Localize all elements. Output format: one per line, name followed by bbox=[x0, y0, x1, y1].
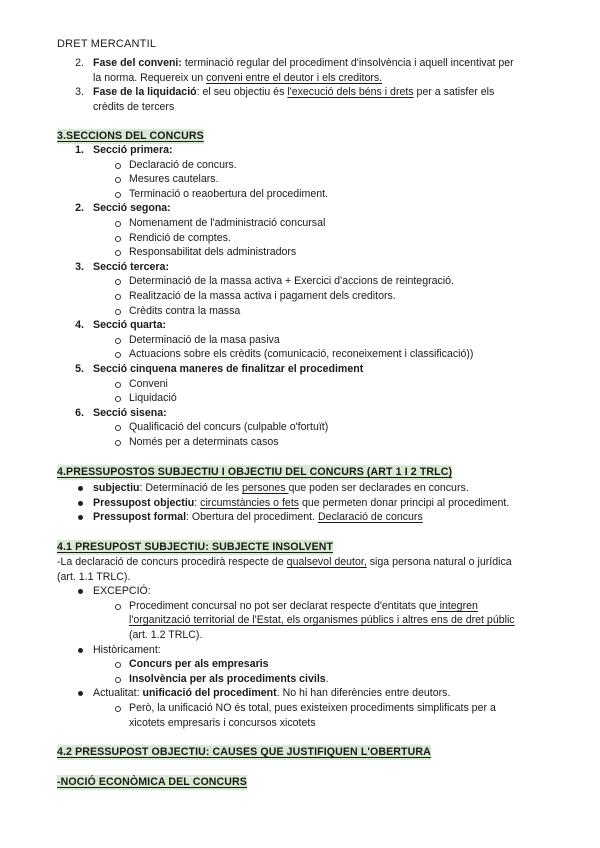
sub-item: Nomenament de l'administració concursal bbox=[0, 216, 600, 231]
section-heading: 3.SECCIONS DEL CONCURS bbox=[57, 130, 204, 142]
sub-item: Però, la unificació NO és total, pues existeixen procediments simplificats per a bbox=[0, 701, 600, 716]
list-item-cont: crèdits de tercers bbox=[93, 100, 175, 113]
sub-item: Mesures cautelars. bbox=[0, 172, 600, 187]
list-item: 2. Fase del conveni: terminació regular del procediment d'insolvència i aquell incentivat per bbox=[75, 57, 514, 69]
list-item: 3. Fase de la liquidació: el seu objectiu és l'execució dels béns i drets per a satisfer els bbox=[75, 86, 495, 99]
link[interactable]: persones bbox=[241, 482, 289, 494]
sub-item: Declaració de concurs. bbox=[0, 158, 600, 173]
sub-item: Qualificació del concurs (culpable o'fortuït) bbox=[0, 420, 600, 435]
link[interactable]: qualsevol deutor, bbox=[286, 556, 367, 568]
list-item: 5. Secció cinquena maneres de finalitzar el procediment bbox=[75, 362, 364, 375]
bullet-item: Històricament: bbox=[0, 643, 600, 658]
bullet-item: Pressupost formal: Obertura del procediment. Declaració de concurs bbox=[0, 510, 600, 525]
sub-item: Responsabilitat dels administradors bbox=[0, 245, 600, 260]
link[interactable]: conveni entre el deutor i els creditors. bbox=[206, 71, 383, 84]
link[interactable]: Declaració de concurs bbox=[317, 511, 423, 524]
sub-item: Procediment concursal no pot ser declarat respecte d'entitats que integren bbox=[0, 599, 600, 614]
link[interactable]: integren bbox=[436, 599, 478, 612]
sub-item: Només per a determinats casos bbox=[0, 435, 600, 450]
sub-item: Terminació o reaobertura del procediment. bbox=[0, 187, 600, 202]
sub-item: Actuacions sobre els crèdits (comunicació, reconeixement i classificació)) bbox=[0, 347, 600, 362]
link[interactable]: circumstàncies o fets bbox=[200, 496, 300, 509]
section-heading: 4.2 PRESSUPOST OBJECTIU: CAUSES QUE JUSTIFIQUEN L'OBERTURA bbox=[57, 746, 431, 758]
list-item-cont: la norma. Requereix un conveni entre el deutor i els creditors. bbox=[93, 71, 383, 84]
phases-list bbox=[0, 56, 600, 114]
sub-item: Realització de la massa activa i pagament dels creditors. bbox=[0, 289, 600, 304]
pressupostos-list bbox=[0, 481, 600, 525]
link[interactable]: l'execució dels béns i drets bbox=[287, 86, 414, 99]
list-item: 1. Secció primera: bbox=[75, 144, 173, 156]
sub-item: Liquidació bbox=[0, 391, 600, 406]
sub-item: Concurs per als empresaris bbox=[0, 657, 600, 672]
sub-item: Determinació de la massa activa + Exercici d'accions de reintegració. bbox=[0, 274, 600, 289]
bullet-item: EXCEPCIÓ: bbox=[0, 584, 600, 599]
section-heading: -NOCIÓ ECONÒMICA DEL CONCURS bbox=[57, 776, 247, 788]
section-heading: 4.1 PRESUPOST SUBJECTIU: SUBJECTE INSOLVENT bbox=[57, 541, 334, 553]
link[interactable]: l'organització territorial de l'Estat, els organismes públics i altres ens de dret públic bbox=[129, 614, 515, 627]
section-heading: 4.PRESSUPOSTOS SUBJECTIU I OBJECTIU DEL CONCURS (ART 1 I 2 TRLC) bbox=[57, 466, 453, 478]
list-item: 6. Secció sisena: bbox=[75, 406, 167, 419]
sec41-body: -La declaració de concurs procedirà respecte de qualsevol deutor, siga persona natural o jurídica (art. 1.1 TRLC). EXCEPCIÓ: Procediment concursal no pot ser declarat respecte d'entitats que integren l'organització territorial de l'Estat, els organismes públics i altres ens de dret públic (art. 1.2 TRLC). Històricament: Concurs per als empresaris Insolvència per als procediments civils. Actualitat: unificació del procediment. No hi han diferències entre deutors. Però, la unificació NO és total, pues existeixen procediments simplificats per a xicotets empresaris i concursos xicotets bbox=[0, 555, 600, 730]
bullet-item: Actualitat: unificació del procediment. No hi han diferències entre deutors. bbox=[0, 686, 600, 701]
list-item: 4. Secció quarta: bbox=[75, 319, 167, 332]
bullet-item: Pressupost objectiu: circumstàncies o fets que permeten donar principi al procediment. bbox=[0, 496, 600, 511]
list-item: 2. Secció segona: bbox=[75, 202, 171, 215]
sub-item: Conveni bbox=[0, 377, 600, 392]
sections-list bbox=[0, 143, 600, 449]
document-header: DRET MERCANTIL bbox=[57, 38, 157, 50]
sub-item: Rendició de comptes. bbox=[0, 231, 600, 246]
sub-item: Determinació de la masa pasiva bbox=[0, 333, 600, 348]
sub-item: Crèdits contra la massa bbox=[0, 304, 600, 319]
sub-item: Insolvència per als procediments civils. bbox=[0, 672, 600, 687]
list-item: 3. Secció tercera: bbox=[75, 260, 169, 273]
bullet-item: subjectiu: Determinació de les persones que poden ser declarades en concurs. bbox=[0, 481, 600, 496]
